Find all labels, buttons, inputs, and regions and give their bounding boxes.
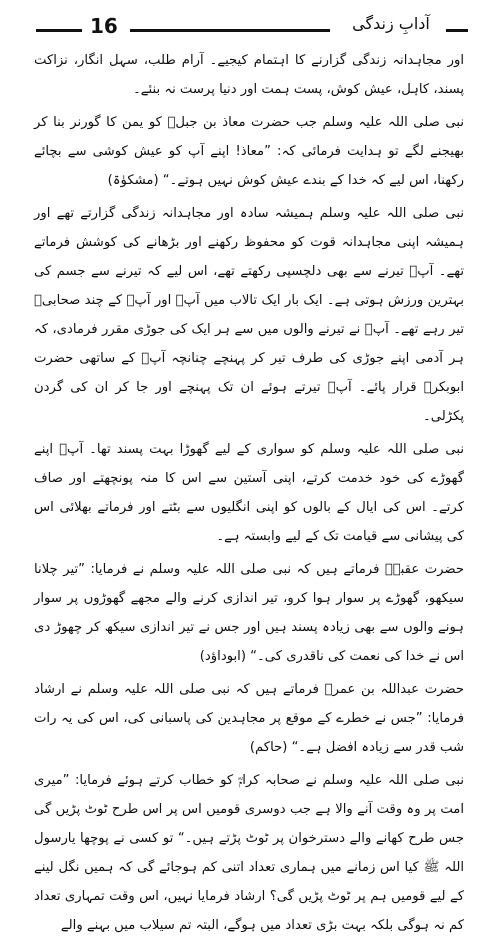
paragraph: حضرت عبداللہ بن عمرؓ فرماتے ہیں کہ نبی صلی اللہ علیہ وسلم نے ارشاد فرمایا: ”جس نے خطرے کے موقع پر مجاہدین کی پاسبانی کی، اس کی یہ رات شب قدر سے زیادہ افضل ہے۔“ (حاکم) bbox=[34, 682, 464, 755]
paragraph: حضرت عقبہؓ فرماتے ہیں کہ نبی صلی اللہ علیہ وسلم نے فرمایا: ”تیر چلانا سیکھو، گھوڑے پر سوار ہوا کرو، تیر اندازی کرنے والے مجھے گھوڑوں پر سوار ہونے والوں سے بھی زیادہ پسند ہیں اور جس نے تیر اندازی سیکھ کر چھوڑ دی اس نے خدا کی نعمت کی ناقدری کی۔“ (ابوداؤد) bbox=[34, 562, 464, 664]
running-title: آدابِ زندگی bbox=[352, 14, 430, 33]
paragraph: نبی صلی اللہ علیہ وسلم جب حضرت معاذ بن جبلؓ کو یمن کا گورنر بنا کر بھیجنے لگے تو ہدایت فرمائی کہ: ”معاذ! اپنے آپ کو عیش کوشی سے بچائے رکھنا، اس لیے کہ خدا کے بندے عیش کوش نہیں ہوتے۔“ (مشکوٰۃ) bbox=[34, 115, 464, 188]
header-rule-right bbox=[446, 29, 468, 32]
paragraph: نبی صلی اللہ علیہ وسلم نے صحابہ کرامؓ کو خطاب کرتے ہوئے فرمایا: ”میری امت پر وہ وقت آنے والا ہے جب دوسری قومیں اس پر اس طرح ٹوٹ پڑیں گی جس طرح کھانے والے دسترخوان پر ٹوٹ پڑتے ہیں۔“ تو کسی نے پوچھا یارسول اللہ ﷺ کیا اس زمانے میں ہماری تعداد اتنی کم ہوجائے گی کہ ہمیں نگل لینے کے لیے قومیں ہم پر ٹوٹ پڑیں گی؟ ارشاد فرمایا نہیں، اس وقت تمہاری تعداد کم نہ ہوگی بلکہ بہت بڑی تعداد میں ہوگے، البتہ تم سیلاب میں بہنے والے bbox=[34, 773, 464, 933]
header-rule-middle bbox=[130, 29, 330, 32]
paragraph: نبی صلی اللہ علیہ وسلم کو سواری کے لیے گھوڑا بہت پسند تھا۔ آپؐ اپنے گھوڑے کی خود خدمت کرتے، اپنی آستین سے اس کا منہ پونچھتے اور صاف کرتے۔ اس کی ایال کے بالوں کو اپنی انگلیوں سے بٹتے اور فرماتے بھلائی اس کی پیشانی سے قیامت تک کے لیے وابستہ ہے۔ bbox=[34, 442, 464, 544]
body-text bbox=[34, 46, 464, 933]
page-header bbox=[0, 8, 494, 42]
paragraph: اور مجاہدانہ زندگی گزارنے کا اہتمام کیجیے۔ آرام طلب، سہل انگار، نزاکت پسند، کاہل، عیش کوش، پست ہمت اور دنیا پرست نہ بنئے۔ bbox=[34, 53, 464, 97]
header-rule-left bbox=[36, 29, 82, 32]
page-number: 16 bbox=[90, 14, 118, 38]
paragraph: نبی صلی اللہ علیہ وسلم ہمیشہ سادہ اور مجاہدانہ زندگی گزارتے تھے اور ہمیشہ اپنی مجاہدانہ قوت کو محفوظ رکھنے اور بڑھانے کی کوشش فرماتے تھے۔ آپؐ تیرنے سے بھی دلچسپی رکھتے تھے، اس لیے کہ تیرنے سے جسم کی بہترین ورزش ہوتی ہے۔ ایک بار ایک تالاب میں آپؐ اور آپؐ کے چند صحابیؓ تیر رہے تھے۔ آپؐ نے تیرنے والوں میں سے ہر ایک کی جوڑی مقرر فرمادی، کہ ہر آدمی اپنے جوڑی کی طرف تیر کر پہنچے چنانچہ آپؐ کے ساتھی حضرت ابوبکرؓ قرار پائے۔ آپؐ تیرتے ہوئے ان تک پہنچے اور جا کر ان کی گردن پکڑلی۔ bbox=[34, 206, 464, 424]
